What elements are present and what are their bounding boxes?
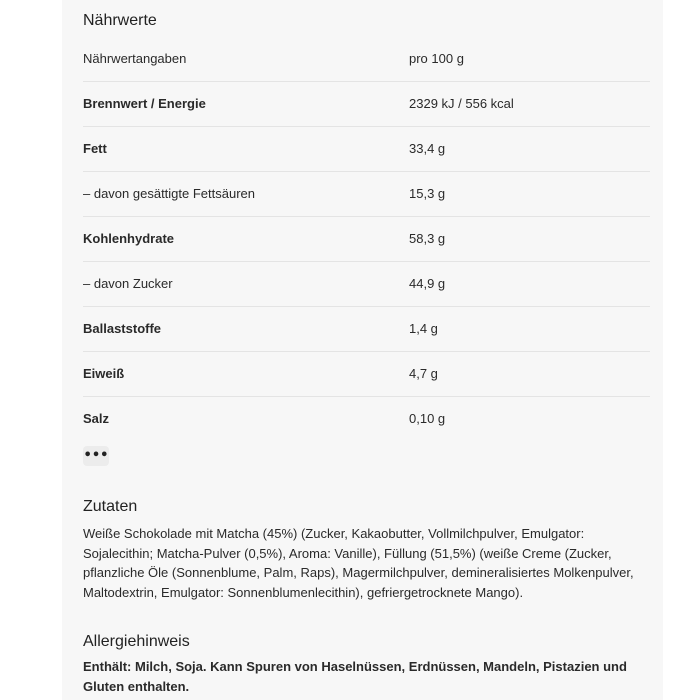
nutrient-label: Brennwert / Energie xyxy=(83,96,206,111)
table-row xyxy=(83,352,650,397)
nutrient-label: – davon Zucker xyxy=(83,276,173,291)
product-details-panel xyxy=(62,0,663,700)
nutrient-value: 2329 kJ / 556 kcal xyxy=(409,96,514,111)
nutrient-label: Kohlenhydrate xyxy=(83,231,175,246)
table-row xyxy=(83,307,650,352)
table-row xyxy=(83,82,650,127)
nutrient-label: Nährwertangaben xyxy=(83,51,187,66)
nutrient-label: Salz xyxy=(83,411,110,426)
nutrient-label: Eiweiß xyxy=(83,366,125,381)
nutrient-value: 15,3 g xyxy=(409,186,446,201)
nutrition-table xyxy=(83,37,650,442)
nutrient-value: 4,7 g xyxy=(409,366,438,381)
table-row xyxy=(83,127,650,172)
nutrient-label: – davon gesättigte Fettsäuren xyxy=(83,186,256,201)
nutrient-value: pro 100 g xyxy=(409,51,464,66)
table-row xyxy=(83,262,650,307)
table-row xyxy=(83,172,650,217)
table-row xyxy=(83,37,650,82)
ingredients-text: Weiße Schokolade mit Matcha (45%) (Zucker, Kakaobutter, Vollmilchpulver, Emulgator: Sojalecithin; Matcha-Pulver (0,5%), Aroma: Vanille), Füllung (51,5%) (weiße Creme (Zucker, pflanzliche Öle (Sonnenblume, Palm, Raps), Magermilchpulver, demineralisiertes Molkenpulver, Maltodextrin, Emulgator: Sonnenblumenlecithin), gefriergetrocknete Mango). xyxy=(83,526,634,600)
allergy-title: Allergiehinweis xyxy=(83,633,190,650)
nutrition-title: Nährwerte xyxy=(83,12,157,29)
nutrient-value: 0,10 g xyxy=(409,411,446,426)
nutrient-value: 33,4 g xyxy=(409,141,446,156)
ingredients-title: Zutaten xyxy=(83,498,138,515)
allergy-text: Enthält: Milch, Soja. Kann Spuren von Haselnüssen, Erdnüssen, Mandeln, Pistazien und Gluten enthalten. xyxy=(83,659,627,694)
nutrient-value: 1,4 g xyxy=(409,321,438,336)
table-row xyxy=(83,217,650,262)
nutrient-value: 58,3 g xyxy=(409,231,446,246)
show-more-button[interactable]: ••• xyxy=(83,446,109,466)
nutrient-value: 44,9 g xyxy=(409,276,446,291)
nutrient-label: Ballaststoffe xyxy=(83,321,162,336)
table-row xyxy=(83,397,650,442)
nutrient-label: Fett xyxy=(83,141,107,156)
